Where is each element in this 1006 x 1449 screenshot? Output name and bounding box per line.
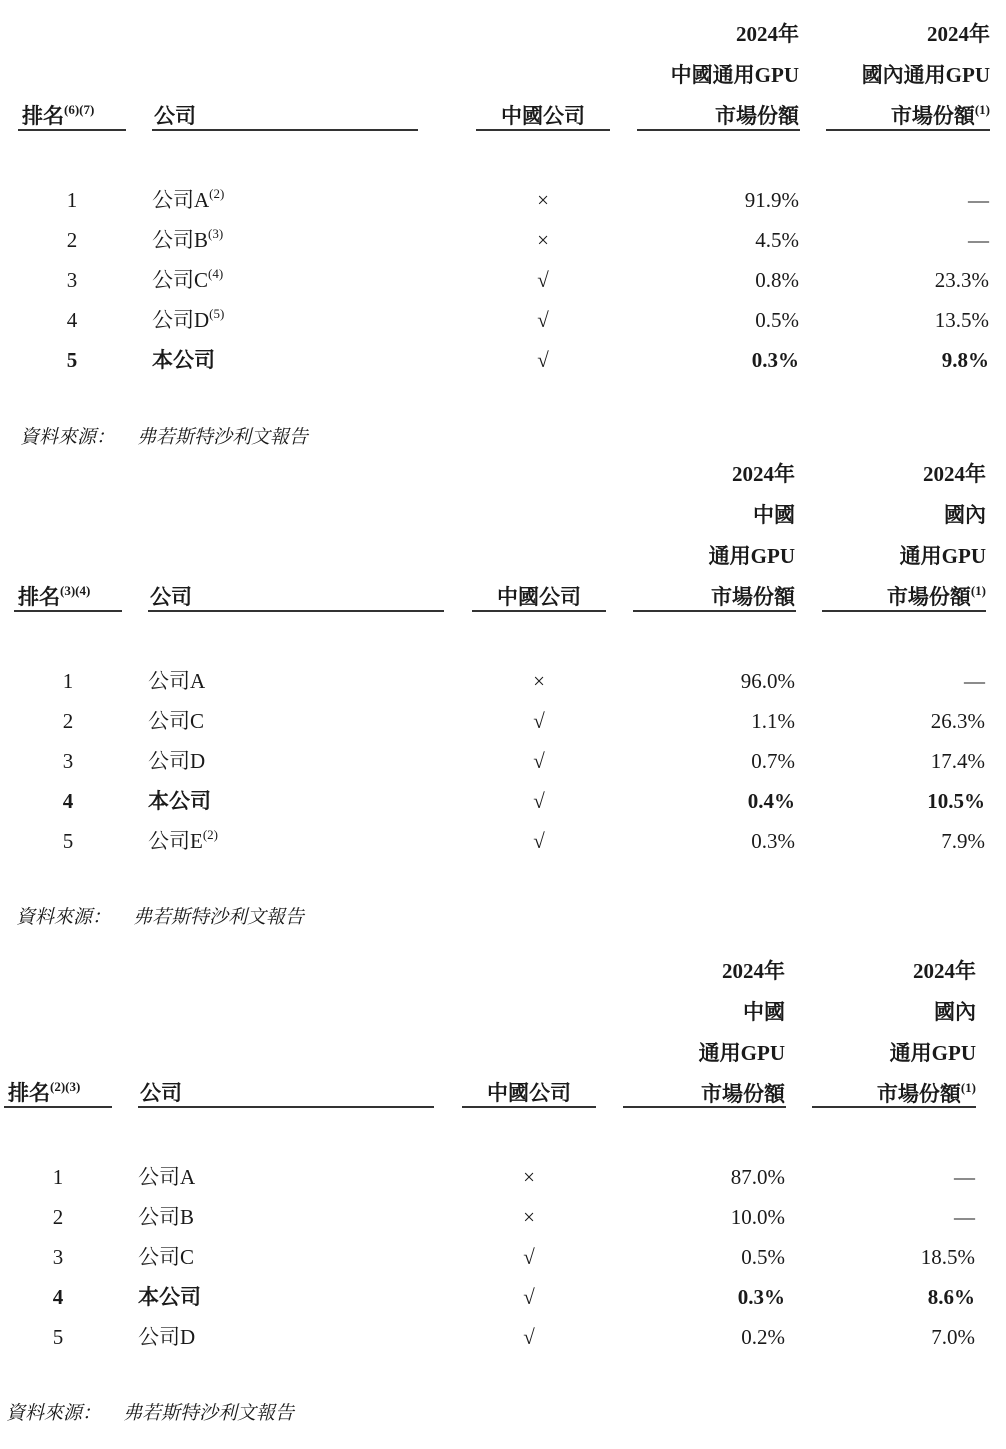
cross-icon: ×: [537, 228, 549, 252]
header-rule-china-share: [633, 610, 796, 612]
domestic-share-cell: —: [954, 1165, 975, 1189]
rank-cell: 1: [66, 188, 78, 212]
header-line: 市場份額: [701, 1082, 785, 1106]
footnote-ref: (2)(3): [50, 1079, 81, 1094]
cross-icon: ×: [523, 1205, 535, 1229]
check-icon: √: [533, 789, 545, 813]
company-name: 本公司: [152, 348, 215, 372]
header-rule-chinese-company: [476, 129, 610, 131]
rank-cell: 3: [66, 268, 78, 292]
table-row: [0, 1197, 1006, 1237]
company-name: 公司B: [138, 1205, 195, 1229]
company-cell: [138, 1317, 195, 1357]
header-china-share: [600, 454, 795, 618]
header-rule-domestic-share: [812, 1106, 976, 1108]
company-name: 公司D: [152, 308, 210, 332]
source-note: [6, 1398, 294, 1425]
header-domestic-share: [776, 951, 976, 1115]
header-line: 2024年: [923, 462, 986, 486]
company-name: 公司C: [138, 1245, 195, 1269]
header-line: 市場份額: [886, 585, 971, 609]
company-name: 公司E: [148, 829, 203, 853]
source-note: [16, 902, 304, 929]
company-name: 公司C: [148, 709, 205, 733]
company-name: 本公司: [138, 1285, 201, 1309]
source-text: 弗若斯特沙利文報告: [137, 427, 309, 448]
rank-cell: 2: [66, 228, 78, 252]
header-rule-rank: [14, 610, 122, 612]
header-line: 通用GPU: [698, 1041, 785, 1065]
table-row: [0, 1317, 1006, 1357]
header-rule-chinese-company: [472, 610, 606, 612]
table-row: [0, 260, 1006, 300]
china-share-cell: 0.2%: [741, 1325, 785, 1349]
footnote-ref: (1): [960, 1080, 976, 1095]
footnote-ref: (3): [208, 226, 224, 241]
company-cell: [152, 260, 223, 300]
company-name: 公司C: [152, 268, 209, 292]
footnote-ref: (1): [974, 102, 990, 117]
table-row-own-company: [0, 781, 1006, 821]
china-share-cell: 1.1%: [751, 709, 795, 733]
domestic-share-cell: —: [954, 1205, 975, 1229]
domestic-share-cell: —: [968, 228, 989, 252]
header-chinese-company-label: 中國公司: [497, 585, 581, 609]
header-line: 2024年: [722, 959, 785, 983]
table-row-own-company: [0, 340, 1006, 380]
cross-icon: ×: [523, 1165, 535, 1189]
china-share-cell: 87.0%: [730, 1165, 785, 1189]
china-share-cell: 0.5%: [755, 308, 799, 332]
header-rule-china-share: [623, 1106, 786, 1108]
header-rank-label: 排名: [18, 585, 60, 609]
footnote-ref: (2): [202, 827, 218, 842]
domestic-share-cell: 8.6%: [927, 1285, 975, 1309]
check-icon: √: [523, 1245, 535, 1269]
header-china-share: [600, 14, 799, 137]
rank-cell: 4: [62, 789, 74, 813]
china-share-cell: 0.3%: [751, 829, 795, 853]
domestic-share-cell: —: [968, 188, 989, 212]
table-row: [0, 300, 1006, 340]
company-cell: [152, 300, 224, 340]
header-domestic-share: [786, 454, 986, 618]
company-cell: [152, 220, 223, 260]
rank-cell: 5: [52, 1325, 64, 1349]
header-rule-domestic-share: [822, 610, 986, 612]
footnote-ref: (2): [209, 186, 225, 201]
company-cell: [148, 701, 204, 741]
company-name: 公司A: [148, 669, 206, 693]
domestic-share-cell: —: [964, 669, 985, 693]
footnote-ref: (4): [208, 266, 224, 281]
header-line: 通用GPU: [889, 1041, 976, 1065]
rank-cell: 1: [52, 1165, 64, 1189]
table-row: [0, 1237, 1006, 1277]
table-row-own-company: [0, 1277, 1006, 1317]
china-share-cell: 0.4%: [747, 789, 795, 813]
rank-cell: 5: [66, 348, 78, 372]
company-cell: [138, 1157, 195, 1197]
table-row: [0, 220, 1006, 260]
china-share-cell: 0.7%: [751, 749, 795, 773]
table-row: [0, 701, 1006, 741]
header-line: 國內: [934, 1000, 976, 1024]
header-rule-chinese-company: [462, 1106, 596, 1108]
rank-cell: 3: [62, 749, 74, 773]
header-line: 市場份額: [890, 104, 975, 128]
table-row: [0, 741, 1006, 781]
footnote-ref: (3)(4): [60, 583, 91, 598]
header-chinese-company-label: 中國公司: [487, 1081, 571, 1105]
company-cell: [148, 821, 218, 861]
header-line: 2024年: [927, 22, 990, 46]
header-line: 通用GPU: [708, 544, 795, 568]
header-line: 通用GPU: [899, 544, 986, 568]
rank-cell: 5: [62, 829, 74, 853]
check-icon: √: [533, 709, 545, 733]
header-line: 市場份額: [715, 104, 799, 128]
check-icon: √: [537, 308, 549, 332]
company-cell: [148, 661, 205, 701]
header-line: 中國: [753, 503, 795, 527]
cross-icon: ×: [537, 188, 549, 212]
company-cell: [148, 741, 205, 781]
source-label: 資料來源：: [6, 1403, 102, 1424]
rank-cell: 4: [66, 308, 78, 332]
footnote-ref: (1): [970, 583, 986, 598]
china-share-cell: 0.3%: [751, 348, 799, 372]
domestic-share-cell: 26.3%: [930, 709, 985, 733]
source-text: 弗若斯特沙利文報告: [123, 1403, 295, 1424]
check-icon: √: [533, 829, 545, 853]
header-line: 2024年: [913, 959, 976, 983]
china-share-cell: 96.0%: [740, 669, 795, 693]
footnote-ref: (6)(7): [64, 102, 95, 117]
company-cell: [138, 1237, 194, 1277]
header-line: 2024年: [732, 462, 795, 486]
rank-cell: 3: [52, 1245, 64, 1269]
domestic-share-cell: 7.9%: [941, 829, 985, 853]
header-company-label: 公司: [150, 585, 192, 609]
domestic-share-cell: 13.5%: [934, 308, 989, 332]
header-rank-label: 排名: [8, 1081, 50, 1105]
check-icon: √: [537, 348, 549, 372]
header-line: 市場份額: [711, 585, 795, 609]
domestic-share-cell: 9.8%: [941, 348, 989, 372]
check-icon: √: [523, 1325, 535, 1349]
header-company-label: 公司: [154, 104, 196, 128]
header-rule-company: [152, 129, 418, 131]
company-name: 公司A: [152, 188, 210, 212]
header-line: 中國通用GPU: [670, 63, 799, 87]
table-row: [0, 1157, 1006, 1197]
header-rule-company: [148, 610, 444, 612]
company-name: 公司B: [152, 228, 209, 252]
cross-icon: ×: [533, 669, 545, 693]
header-china-share: [590, 951, 785, 1115]
company-name: 公司A: [138, 1165, 196, 1189]
company-name: 本公司: [148, 789, 211, 813]
china-share-cell: 0.5%: [741, 1245, 785, 1269]
header-rule-china-share: [637, 129, 800, 131]
company-name: 公司D: [138, 1325, 196, 1349]
table-row: [0, 821, 1006, 861]
header-rule-domestic-share: [826, 129, 990, 131]
header-rank-label: 排名: [22, 104, 64, 128]
rank-cell: 2: [62, 709, 74, 733]
china-share-cell: 91.9%: [744, 188, 799, 212]
footnote-ref: (5): [209, 306, 225, 321]
header-line: 國內通用GPU: [861, 63, 990, 87]
china-share-cell: 10.0%: [730, 1205, 785, 1229]
domestic-share-cell: 18.5%: [920, 1245, 975, 1269]
header-line: 市場份額: [876, 1082, 961, 1106]
table-row: [0, 180, 1006, 220]
china-share-cell: 0.8%: [755, 268, 799, 292]
check-icon: √: [537, 268, 549, 292]
source-note: [20, 422, 308, 449]
header-line: 2024年: [736, 22, 799, 46]
source-text: 弗若斯特沙利文報告: [133, 907, 305, 928]
table-row: [0, 661, 1006, 701]
check-icon: √: [523, 1285, 535, 1309]
header-company-label: 公司: [140, 1081, 182, 1105]
rank-cell: 4: [52, 1285, 64, 1309]
header-line: 國內: [944, 503, 986, 527]
rank-cell: 2: [52, 1205, 64, 1229]
company-cell: [152, 180, 224, 220]
header-rule-rank: [4, 1106, 112, 1108]
china-share-cell: 0.3%: [737, 1285, 785, 1309]
header-domestic-share: [790, 14, 990, 137]
header-chinese-company-label: 中國公司: [501, 104, 585, 128]
header-line: 中國: [743, 1000, 785, 1024]
company-cell: [138, 1197, 194, 1237]
company-name: 公司D: [148, 749, 206, 773]
china-share-cell: 4.5%: [755, 228, 799, 252]
check-icon: √: [533, 749, 545, 773]
domestic-share-cell: 23.3%: [934, 268, 989, 292]
domestic-share-cell: 7.0%: [931, 1325, 975, 1349]
domestic-share-cell: 17.4%: [930, 749, 985, 773]
header-rule-company: [138, 1106, 434, 1108]
rank-cell: 1: [62, 669, 74, 693]
domestic-share-cell: 10.5%: [927, 789, 985, 813]
source-label: 資料來源：: [20, 427, 116, 448]
header-rule-rank: [18, 129, 126, 131]
source-label: 資料來源：: [16, 907, 112, 928]
